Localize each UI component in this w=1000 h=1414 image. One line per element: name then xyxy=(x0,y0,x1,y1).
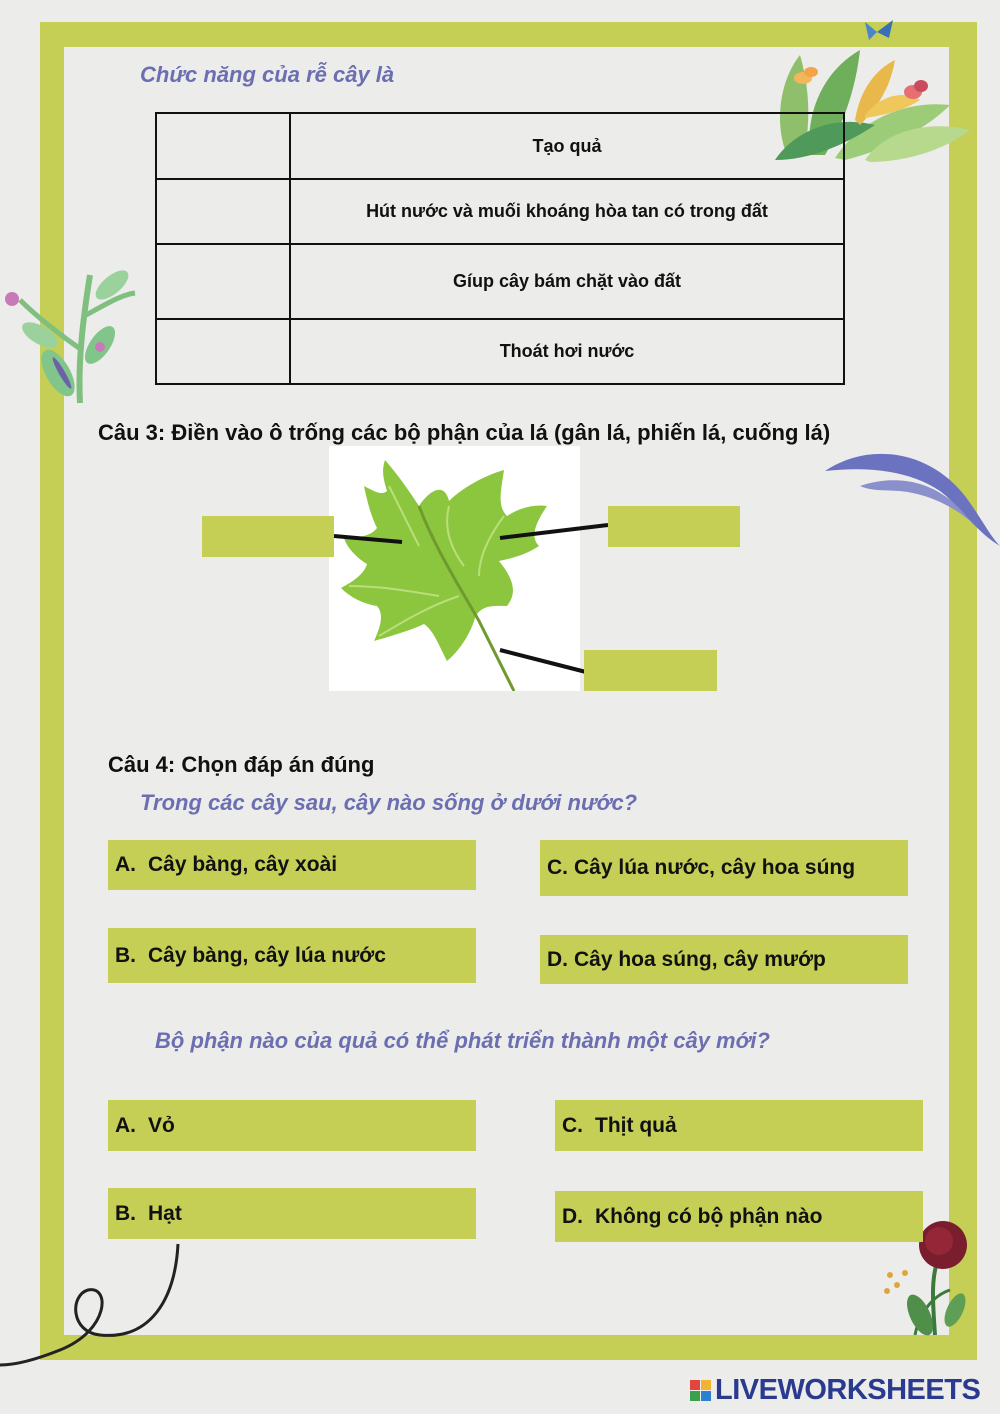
option-text: Thịt quả xyxy=(595,1113,677,1137)
option-letter: D. xyxy=(562,1204,583,1228)
fruit-option-d[interactable] xyxy=(555,1191,923,1242)
table-row xyxy=(156,244,844,319)
question-4-title: Câu 4: Chọn đáp án đúng xyxy=(108,752,375,777)
roots-option-2: Hút nước và muối khoáng hòa tan có trong đất xyxy=(290,179,844,244)
roots-options-table xyxy=(155,112,845,385)
brand-name: LIVEWORKSHEETS xyxy=(715,1374,981,1406)
roots-question: Chức năng của rễ cây là xyxy=(140,62,395,87)
logo-icon xyxy=(690,1380,711,1401)
option-letter: D. xyxy=(547,947,568,971)
option-text: Vỏ xyxy=(148,1113,175,1137)
answer-cell-1[interactable] xyxy=(156,113,290,179)
leaf-label-box-right[interactable] xyxy=(608,506,740,547)
roots-option-4: Thoát hơi nước xyxy=(290,319,844,384)
wave-decoration xyxy=(820,446,1000,551)
roots-option-3: Gíup cây bám chặt vào đất xyxy=(290,244,844,319)
option-letter: C. xyxy=(547,856,568,879)
leaf-label-box-left[interactable] xyxy=(202,516,334,557)
fruit-option-b[interactable] xyxy=(108,1188,476,1239)
leaf-connector-lines xyxy=(330,520,610,690)
leaf-question-title: Câu 3: Điền vào ô trống các bộ phận của lá (gân lá, phiến lá, cuống lá) xyxy=(98,420,831,445)
leaf-label-box-bottom[interactable] xyxy=(584,650,717,691)
option-letter: B. xyxy=(115,943,136,967)
option-text: Cây hoa súng, cây mướp xyxy=(574,947,826,971)
option-text: Không có bộ phận nào xyxy=(595,1204,823,1228)
water-option-d[interactable] xyxy=(540,935,908,984)
option-text: Hạt xyxy=(148,1201,182,1225)
answer-cell-4[interactable] xyxy=(156,319,290,384)
fruit-question: Bộ phận nào của quả có thể phát triển thành một cây mới? xyxy=(155,1028,770,1053)
option-text: Cây lúa nước, cây hoa súng xyxy=(574,856,856,879)
table-row xyxy=(156,319,844,384)
sprout-decoration xyxy=(0,255,145,405)
roots-option-1: Tạo quả xyxy=(290,113,844,179)
option-letter: A. xyxy=(115,1113,136,1137)
option-text: Cây bàng, cây xoài xyxy=(148,853,338,876)
answer-cell-2[interactable] xyxy=(156,179,290,244)
swirl-decoration xyxy=(0,1240,190,1370)
option-text: Cây bàng, cây lúa nước xyxy=(148,943,386,967)
water-option-c[interactable] xyxy=(540,840,908,896)
table-row xyxy=(156,179,844,244)
water-option-a[interactable] xyxy=(108,840,476,890)
fruit-option-c[interactable] xyxy=(555,1100,923,1151)
option-letter: A. xyxy=(115,853,136,876)
option-letter: B. xyxy=(115,1201,136,1225)
water-plant-question: Trong các cây sau, cây nào sống ở dưới nước? xyxy=(140,790,638,815)
option-letter: C. xyxy=(562,1113,583,1137)
liveworksheets-logo xyxy=(690,1374,980,1407)
fruit-option-a[interactable] xyxy=(108,1100,476,1151)
table-row xyxy=(156,113,844,179)
answer-cell-3[interactable] xyxy=(156,244,290,319)
water-option-b[interactable] xyxy=(108,928,476,983)
